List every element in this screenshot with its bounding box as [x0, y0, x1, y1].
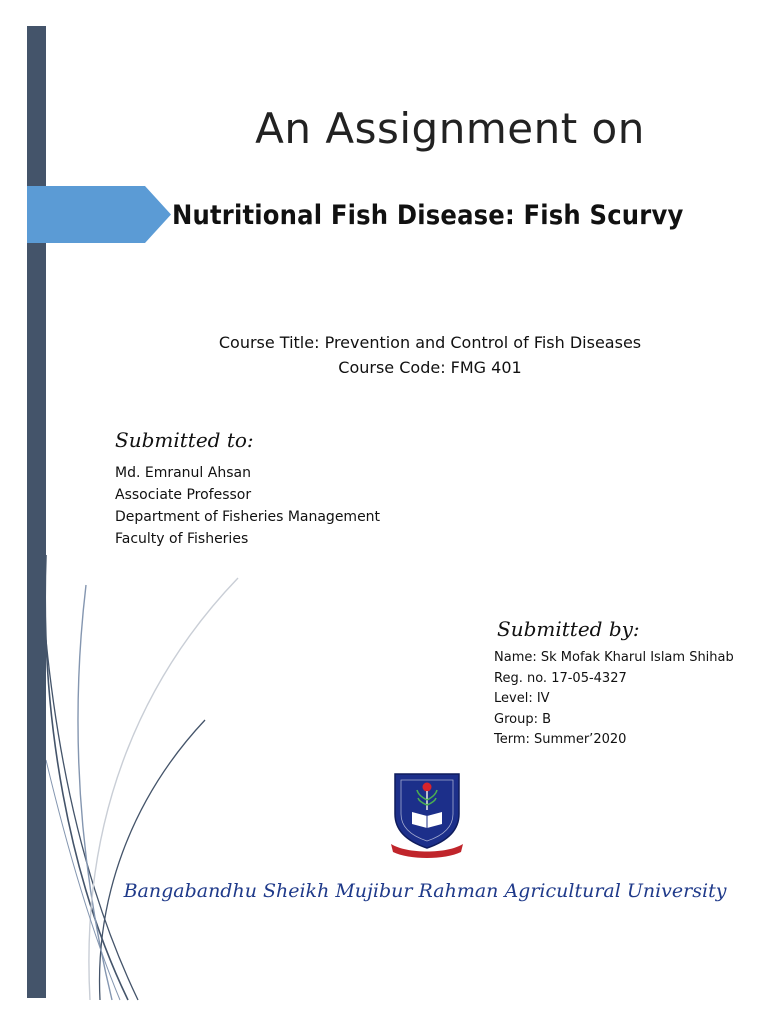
- university-logo-icon: [387, 770, 467, 858]
- course-code: Course Code: FMG 401: [338, 358, 522, 377]
- university-name: Bangabandhu Sheikh Mujibur Rahman Agricultural University: [123, 880, 727, 902]
- student-name: Name: Sk Mofak Kharul Islam Shihab: [494, 650, 734, 665]
- submitted-by-heading: Submitted by:: [497, 617, 640, 641]
- recipient-name: Md. Emranul Ahsan: [115, 465, 251, 481]
- student-reg-no: Reg. no. 17-05-4327: [494, 670, 627, 686]
- student-group: Group: B: [494, 711, 552, 727]
- document-subtitle: Nutritional Fish Disease: Fish Scurvy: [172, 200, 684, 231]
- course-title: Course Title: Prevention and Control of Fish Diseases: [218, 333, 642, 352]
- submitted-to-details: [115, 462, 380, 550]
- student-term: Term: Summer’2020: [494, 732, 627, 747]
- recipient-faculty: Faculty of Fisheries: [115, 531, 249, 547]
- course-info: [150, 330, 710, 380]
- recipient-department: Department of Fisheries Management: [115, 509, 381, 525]
- submitted-to-heading: Submitted to:: [115, 428, 254, 452]
- arrow-tab-shape: [27, 186, 171, 243]
- side-bar: [27, 26, 46, 998]
- submitted-by-details: [494, 648, 734, 751]
- student-level: Level: IV: [494, 691, 550, 706]
- recipient-position: Associate Professor: [115, 487, 252, 503]
- document-title: An Assignment on: [255, 104, 645, 153]
